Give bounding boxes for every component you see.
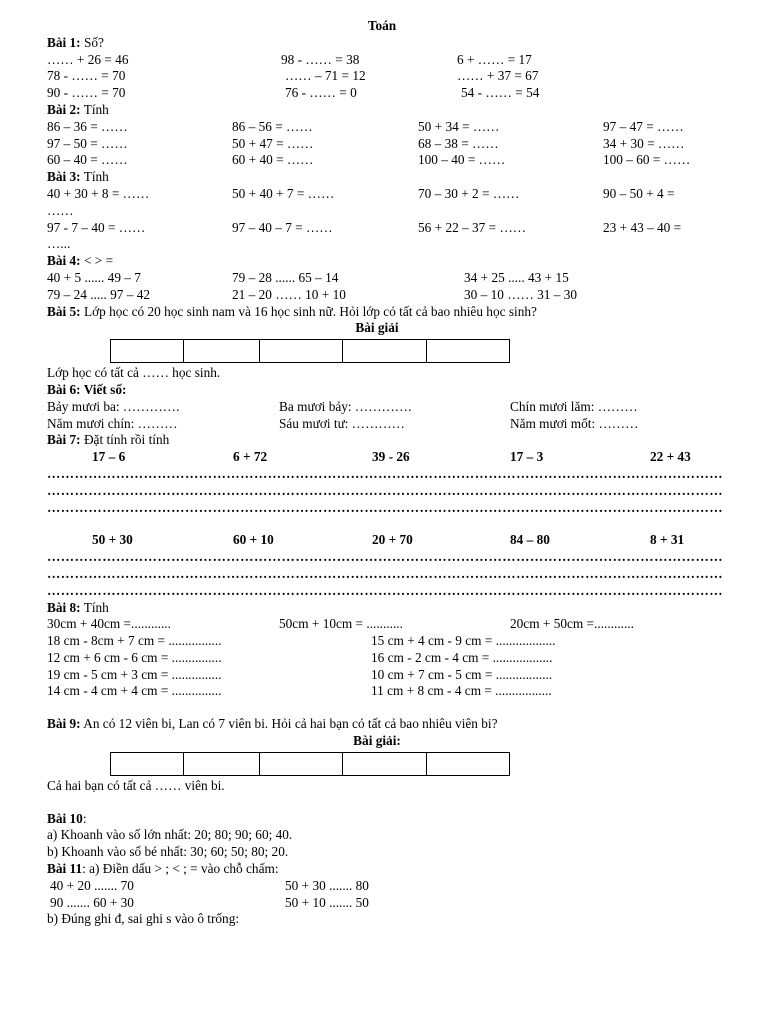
ex11-text: : a) Điền dấu > ; < ; = vào chỗ chấm: bbox=[82, 861, 279, 877]
ex9-solution-title: Bài giải: bbox=[353, 733, 401, 749]
answer-box[interactable] bbox=[110, 339, 184, 363]
answer-box[interactable] bbox=[342, 752, 427, 776]
ex1-item: 78 - …… = 70 bbox=[47, 68, 126, 84]
ex5-heading bbox=[47, 304, 727, 321]
ex6-item: Chín mươi lăm: ……… bbox=[510, 398, 638, 414]
ex8-item: 10 cm + 7 cm - 5 cm = ................. bbox=[371, 666, 553, 682]
ex9-answer: Cả hai bạn có tất cả …… viên bi. bbox=[47, 777, 225, 793]
dotted-line: ………………………………………………………………………………………………………………………………… bbox=[47, 582, 724, 598]
ex4-label: Bài 4: bbox=[47, 253, 81, 269]
answer-box[interactable] bbox=[426, 752, 510, 776]
ex1-item: 98 - …… = 38 bbox=[281, 51, 360, 67]
ex2-item: 86 – 56 = …… bbox=[232, 118, 313, 134]
ex8-item: 11 cm + 8 cm - 4 cm = ................. bbox=[371, 683, 552, 699]
ex2-item: 97 – 47 = …… bbox=[603, 118, 684, 134]
ex1-item: 76 - …… = 0 bbox=[285, 85, 357, 101]
ex8-heading bbox=[47, 600, 727, 617]
ex4-item: 79 – 24 ..... 97 – 42 bbox=[47, 286, 151, 302]
ex7-item: 84 – 80 bbox=[510, 532, 550, 548]
ex11-row bbox=[47, 895, 727, 912]
ex2-item: 100 – 40 = …… bbox=[418, 152, 506, 168]
ex1-row bbox=[47, 68, 727, 85]
ex8-row bbox=[47, 683, 727, 700]
ex8-row bbox=[47, 616, 727, 633]
ex11-label: Bài 11 bbox=[47, 861, 83, 877]
ex7-item: 22 + 43 bbox=[650, 449, 691, 465]
answer-box[interactable] bbox=[110, 752, 184, 776]
ex2-item: 60 – 40 = …… bbox=[47, 152, 128, 168]
ex3-item: …... bbox=[47, 236, 71, 252]
ex6-item: Ba mươi bảy: …………. bbox=[279, 398, 412, 414]
ex6-row bbox=[47, 416, 727, 433]
ex1-item: …… + 37 = 67 bbox=[457, 68, 539, 84]
ex11-item: 50 + 10 ....... 50 bbox=[285, 894, 369, 910]
ex3-item: 97 – 40 – 7 = …… bbox=[232, 219, 333, 235]
ex3-item: 50 + 40 + 7 = …… bbox=[232, 185, 335, 201]
ex8-item: 19 cm - 5 cm + 3 cm = ............... bbox=[47, 666, 222, 682]
answer-box[interactable] bbox=[183, 752, 260, 776]
ex2-text: Tính bbox=[80, 101, 109, 117]
ex3-item: …… bbox=[47, 202, 74, 218]
ex10-label: Bài 10 bbox=[47, 810, 83, 826]
ex8-item: 15 cm + 4 cm - 9 cm = .................. bbox=[371, 633, 556, 649]
ex2-item: 100 – 60 = …… bbox=[603, 152, 691, 168]
ex8-item: 16 cm - 2 cm - 4 cm = .................. bbox=[371, 649, 553, 665]
ex3-label: Bài 3: bbox=[47, 169, 81, 185]
ex1-text: Số? bbox=[80, 34, 104, 50]
dotted-line: ………………………………………………………………………………………………………………………………… bbox=[47, 549, 724, 565]
ex3-item: 90 – 50 + 4 = bbox=[603, 185, 675, 201]
ex10-part-b: b) Khoanh vào số bé nhất: 30; 60; 50; 80; 20. bbox=[47, 844, 289, 860]
ex8-item: 30cm + 40cm =............ bbox=[47, 616, 171, 632]
ex7-item: 50 + 30 bbox=[92, 532, 133, 548]
ex3-row bbox=[47, 236, 727, 253]
ex6-item: Năm mươi mốt: ……… bbox=[510, 415, 639, 431]
ex7-item: 6 + 72 bbox=[233, 449, 268, 465]
ex4-item: 30 – 10 …… 31 – 30 bbox=[464, 286, 578, 302]
ex8-row bbox=[47, 633, 727, 650]
ex4-item: 79 – 28 ...... 65 – 14 bbox=[232, 269, 339, 285]
ex9-answer-boxes bbox=[110, 752, 727, 776]
ex4-row bbox=[47, 287, 727, 304]
ex8-row bbox=[47, 650, 727, 667]
ex5-label: Bài 5: bbox=[47, 303, 81, 319]
ex3-text: Tính bbox=[80, 169, 109, 185]
ex6-item: Sáu mươi tư: ………… bbox=[279, 415, 405, 431]
ex1-label: Bài 1: bbox=[47, 34, 81, 50]
ex3-item: 97 - 7 – 40 = …… bbox=[47, 219, 146, 235]
dotted-line: ………………………………………………………………………………………………………………………………… bbox=[47, 499, 724, 515]
ex6-item: Năm mươi chín: ……… bbox=[47, 415, 178, 431]
ex2-item: 34 + 30 = …… bbox=[603, 135, 685, 151]
dotted-line: ………………………………………………………………………………………………………………………………… bbox=[47, 465, 724, 481]
ex1-row bbox=[47, 85, 727, 102]
ex3-item: 70 – 30 + 2 = …… bbox=[418, 185, 520, 201]
ex1-item: …… – 71 = 12 bbox=[285, 68, 366, 84]
ex7-heading bbox=[47, 432, 727, 449]
ex2-item: 50 + 34 = …… bbox=[418, 118, 500, 134]
ex8-text: Tính bbox=[80, 599, 109, 615]
ex5-solution-title: Bài giải bbox=[355, 320, 399, 336]
ex8-item: 14 cm - 4 cm + 4 cm = ............... bbox=[47, 683, 222, 699]
ex4-item: 40 + 5 ...... 49 – 7 bbox=[47, 269, 141, 285]
ex7-row bbox=[47, 449, 727, 466]
ex2-item: 97 – 50 = …… bbox=[47, 135, 128, 151]
ex1-item: 54 - …… = 54 bbox=[461, 85, 540, 101]
ex7-item: 17 – 3 bbox=[510, 449, 544, 465]
ex6-heading: Bài 6: Viết số: bbox=[47, 381, 127, 397]
ex3-item: 56 + 22 – 37 = …… bbox=[418, 219, 527, 235]
ex7-item: 8 + 31 bbox=[650, 532, 685, 548]
ex2-row bbox=[47, 136, 727, 153]
ex3-item: 40 + 30 + 8 = …… bbox=[47, 185, 150, 201]
ex4-row bbox=[47, 270, 727, 287]
ex11-item: 40 + 20 ....... 70 bbox=[50, 877, 134, 893]
ex2-item: 60 + 40 = …… bbox=[232, 152, 314, 168]
ex3-row bbox=[47, 220, 727, 237]
ex2-item: 68 – 38 = …… bbox=[418, 135, 499, 151]
ex5-answer-boxes bbox=[110, 339, 727, 363]
ex5-answer: Lớp học có tất cả …… học sinh. bbox=[47, 365, 221, 381]
ex7-item: 39 - 26 bbox=[372, 449, 410, 465]
ex2-row bbox=[47, 119, 727, 136]
ex1-heading bbox=[47, 35, 727, 52]
ex7-item: 20 + 70 bbox=[372, 532, 413, 548]
ex8-item: 20cm + 50cm =............ bbox=[510, 616, 634, 632]
ex8-item: 18 cm - 8cm + 7 cm = ................ bbox=[47, 633, 222, 649]
answer-box[interactable] bbox=[342, 339, 427, 363]
ex8-item: 12 cm + 6 cm - 6 cm = ............... bbox=[47, 649, 222, 665]
answer-box[interactable] bbox=[259, 339, 343, 363]
worksheet bbox=[47, 18, 727, 928]
answer-box[interactable] bbox=[259, 752, 343, 776]
ex1-item: …… + 26 = 46 bbox=[47, 51, 129, 67]
dotted-line: ………………………………………………………………………………………………………………………………… bbox=[47, 565, 724, 581]
ex7-text: Đặt tính rồi tính bbox=[80, 432, 170, 448]
ex6-row bbox=[47, 399, 727, 416]
ex8-label: Bài 8: bbox=[47, 599, 81, 615]
ex11-item: 90 ....... 60 + 30 bbox=[50, 894, 134, 910]
answer-box[interactable] bbox=[426, 339, 510, 363]
ex9-heading bbox=[47, 716, 727, 733]
ex3-heading bbox=[47, 169, 727, 186]
ex4-text: < > = bbox=[80, 253, 114, 269]
ex7-item: 17 – 6 bbox=[92, 449, 126, 465]
ex10-part-a: a) Khoanh vào số lớn nhất: 20; 80; 90; 60; 40. bbox=[47, 827, 293, 843]
ex4-heading bbox=[47, 253, 727, 270]
page-title: Toán bbox=[367, 18, 397, 33]
ex9-label: Bài 9: bbox=[47, 716, 81, 732]
ex2-heading bbox=[47, 102, 727, 119]
ex2-item: 50 + 47 = …… bbox=[232, 135, 314, 151]
ex10-text: : bbox=[82, 810, 87, 826]
ex9-text: An có 12 viên bi, Lan có 7 viên bi. Hỏi cả hai bạn có tất cả bao nhiêu viên bi? bbox=[80, 716, 498, 732]
ex11-heading bbox=[47, 861, 727, 878]
ex3-item: 23 + 43 – 40 = bbox=[603, 219, 682, 235]
ex11-item: 50 + 30 ....... 80 bbox=[285, 877, 369, 893]
ex8-row bbox=[47, 667, 727, 684]
ex2-item: 86 – 36 = …… bbox=[47, 118, 128, 134]
ex1-item: 6 + …… = 17 bbox=[457, 51, 532, 67]
ex5-text: Lớp học có 20 học sinh nam và 16 học sinh nữ. Hỏi lớp có tất cả bao nhiêu học sinh? bbox=[80, 303, 537, 319]
ex11-part-b: b) Đúng ghi đ, sai ghi s vào ô trống: bbox=[47, 911, 240, 927]
ex7-label: Bài 7: bbox=[47, 432, 81, 448]
ex2-row bbox=[47, 152, 727, 169]
ex3-row bbox=[47, 186, 727, 203]
answer-box[interactable] bbox=[183, 339, 260, 363]
ex1-row bbox=[47, 52, 727, 69]
ex6-item: Bảy mươi ba: …………. bbox=[47, 398, 180, 414]
ex7-row bbox=[47, 532, 727, 549]
ex2-label: Bài 2: bbox=[47, 101, 81, 117]
ex4-item: 21 – 20 …… 10 + 10 bbox=[232, 286, 346, 302]
ex8-item: 50cm + 10cm = ........... bbox=[279, 616, 403, 632]
dotted-line: ………………………………………………………………………………………………………………………………… bbox=[47, 482, 724, 498]
ex11-row bbox=[47, 878, 727, 895]
ex4-item: 34 + 25 ..... 43 + 15 bbox=[464, 269, 569, 285]
ex7-item: 60 + 10 bbox=[233, 532, 274, 548]
ex3-row bbox=[47, 203, 727, 220]
ex10-heading bbox=[47, 811, 727, 828]
ex1-item: 90 - …… = 70 bbox=[47, 85, 126, 101]
